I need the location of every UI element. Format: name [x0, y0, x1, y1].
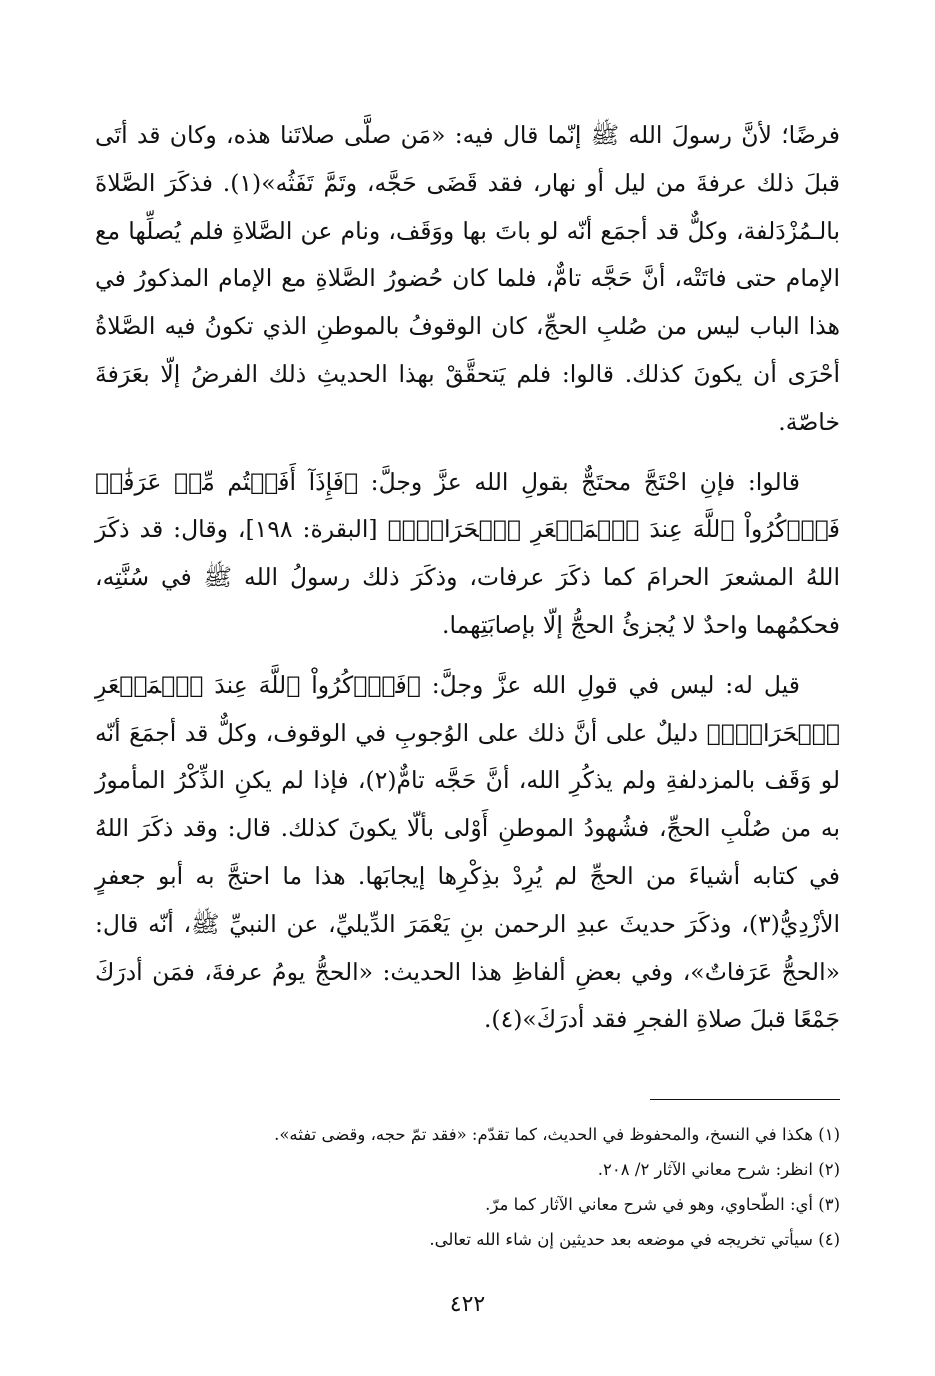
footnote-2: (٢) انظر: شرح معاني الآثار ٢/ ٢٠٨.: [597, 1160, 840, 1179]
footnote-3: (٣) أي: الطّحاوي، وهو في شرح معاني الآثار كما مرّ.: [485, 1195, 840, 1214]
footnotes: [95, 1117, 840, 1257]
paragraph-2: قالوا: فإنِ احْتَجَّ محتَجٌّ بقولِ الله عزَّ وجلَّ: ﴿فَإِذَآ أَفَضۡتُم مِّنۡ عَرَفَٰتٖ فَٱذۡكُرُواْ ٱللَّهَ عِندَ ٱلۡمَشۡعَرِ ٱلۡحَرَامِۖ﴾ [البقرة: ١٩٨]، وقال: قد ذكَرَ اللهُ المشعرَ الحرامَ كما ذكَرَ عرفات، وذكَرَ ذلك رسولُ الله ﷺ في سُنَّتِه، فحكمُهما واحدٌ لا يُجزئُ الحجُّ إلّا بإصابَتِهما.: [95, 467, 840, 639]
footnote-1: (١) هكذا في النسخ، والمحفوظ في الحديث، كما تقدّم: «فقد تمّ حجه، وقضى تفثه».: [274, 1125, 840, 1144]
paragraph-3: قيل له: ليس في قولِ الله عزَّ وجلَّ: ﴿فَٱذۡكُرُواْ ٱللَّهَ عِندَ ٱلۡمَشۡعَرِ ٱلۡحَرَامِۖ﴾ دليلٌ على أنَّ ذلك على الوُجوبِ في الوقوف، وكلٌّ قد أجمَعَ أنّه لو وَقَف بالمزدلفةِ ولم يذكُرِ الله، أنَّ حَجَّه تامٌّ(٢)، فإذا لم يكنِ الذِّكْرُ المأمورُ به من صُلْبِ الحجِّ، فشُهودُ الموطنِ أَوْلى بألّا يكونَ كذلك. قال: وقد ذكَرَ اللهُ في كتابه أشياءَ من الحجِّ لم يُرِدْ بذِكْرِها إيجابَها. هذا ما احتجَّ به أبو جعفرٍ الأزْدِيُّ(٣)، وذكَرَ حديثَ عبدِ الرحمن بنِ يَعْمَرَ الدِّيليِّ، عن النبيِّ ﷺ، أنّه قال: «الحجُّ عَرَفاتٌ»، وفي بعضِ ألفاظِ هذا الحديث: «الحجُّ يومُ عرفةَ، فمَن أدرَكَ جَمْعًا قبلَ صلاةِ الفجرِ فقد أدرَكَ»(٤).: [95, 670, 841, 1034]
page-number: ٤٢٢: [449, 1292, 486, 1317]
paragraph-1: فرضًا؛ لأنَّ رسولَ الله ﷺ إنّما قال فيه: «مَن صلَّى صلاتَنا هذه، وكان قد أتَى قبلَ ذلك عرفةَ من ليل أو نهار، فقد قَضَى حَجَّه، وتَمَّ تَفَثُه»(١). فذكَرَ الصَّلاةَ بالـمُزْدَلفة، وكلٌّ قد أجمَع أنّه لو باتَ بها ووَقَف، ونام عن الصَّلاةِ فلم يُصلِّها مع الإمام حتى فاتَتْه، أنَّ حَجَّه تامٌّ، فلما كان حُضورُ الصَّلاةِ مع الإمام المذكورُ في هذا الباب ليس من صُلبِ الحجِّ، كان الوقوفُ بالموطنِ الذي تكونُ فيه الصَّلاةُ أحْرَى أن يكونَ كذلك. قالوا: فلم يَتحقَّقْ بهذا الحديثِ ذلك الفرضُ إلّا بعَرَفةَ خاصّة.: [95, 121, 840, 436]
main-text: [95, 112, 840, 1056]
footnote-divider: [650, 1099, 840, 1100]
footnote-4: (٤) سيأتي تخريجه في موضعه بعد حديثين إن شاء الله تعالى.: [429, 1230, 840, 1249]
